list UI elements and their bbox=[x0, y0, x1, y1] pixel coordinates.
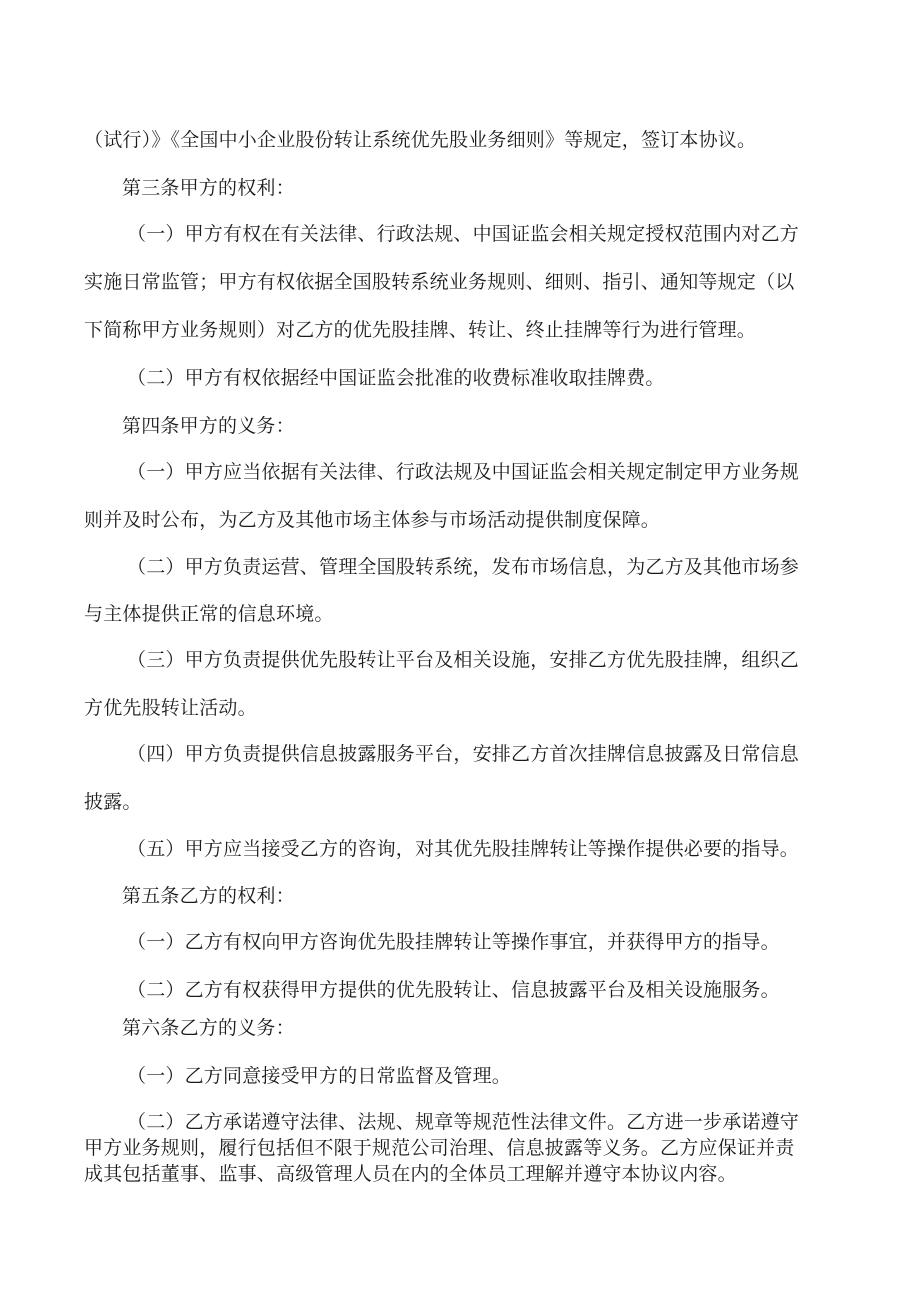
paragraph-line: （试行）》《全国中小企业股份转让系统优先股业务细则》等规定，签订本协议。 bbox=[84, 129, 757, 151]
article-heading: 第五条乙方的权利： bbox=[122, 885, 295, 907]
paragraph-line: 则并及时公布，为乙方及其他市场主体参与市场活动提供制度保障。 bbox=[84, 509, 661, 531]
paragraph-line: （一）甲方有权在有关法律、行政法规、中国证监会相关规定授权范围内对乙方 bbox=[127, 223, 800, 245]
paragraph-line: （一）甲方应当依据有关法律、行政法规及中国证监会相关规定制定甲方业务规 bbox=[127, 461, 800, 483]
paragraph-line: （二）乙方承诺遵守法律、法规、规章等规范性法律文件。乙方进一步承诺遵守 bbox=[127, 1111, 800, 1133]
paragraph-line: （四）甲方负责提供信息披露服务平台，安排乙方首次挂牌信息披露及日常信息 bbox=[127, 743, 800, 765]
paragraph-line: （二）甲方有权依据经中国证监会批准的收费标准收取挂牌费。 bbox=[127, 367, 665, 389]
paragraph-line: （一）乙方有权向甲方咨询优先股挂牌转让等操作事宜，并获得甲方的指导。 bbox=[127, 931, 780, 953]
paragraph-line: （三）甲方负责提供优先股转让平台及相关设施，安排乙方优先股挂牌，组织乙 bbox=[127, 649, 800, 671]
paragraph-line: 成其包括董事、监事、高级管理人员在内的全体员工理解并遵守本协议内容。 bbox=[84, 1163, 737, 1185]
paragraph-line: 披露。 bbox=[84, 791, 142, 813]
paragraph-line: （二）甲方负责运营、管理全国股转系统，发布市场信息，为乙方及其他市场参 bbox=[127, 556, 800, 578]
paragraph-line: 与主体提供正常的信息环境。 bbox=[84, 603, 334, 625]
paragraph-line: 甲方业务规则，履行包括但不限于规范公司治理、信息披露等义务。乙方应保证并责 bbox=[84, 1137, 795, 1159]
paragraph-line: 下简称甲方业务规则）对乙方的优先股挂牌、转让、终止挂牌等行为进行管理。 bbox=[84, 319, 757, 341]
article-heading: 第六条乙方的义务： bbox=[122, 1017, 295, 1039]
paragraph-line: 方优先股转让活动。 bbox=[84, 697, 257, 719]
paragraph-line: 实施日常监管；甲方有权依据全国股转系统业务规则、细则、指引、通知等规定（以 bbox=[84, 271, 795, 293]
article-heading: 第三条甲方的权利： bbox=[122, 177, 295, 199]
paragraph-line: （五）甲方应当接受乙方的咨询，对其优先股挂牌转让等操作提供必要的指导。 bbox=[127, 838, 800, 860]
article-heading: 第四条甲方的义务： bbox=[122, 415, 295, 437]
paragraph-line: （二）乙方有权获得甲方提供的优先股转让、信息披露平台及相关设施服务。 bbox=[127, 979, 780, 1001]
paragraph-line: （一）乙方同意接受甲方的日常监督及管理。 bbox=[127, 1065, 512, 1087]
